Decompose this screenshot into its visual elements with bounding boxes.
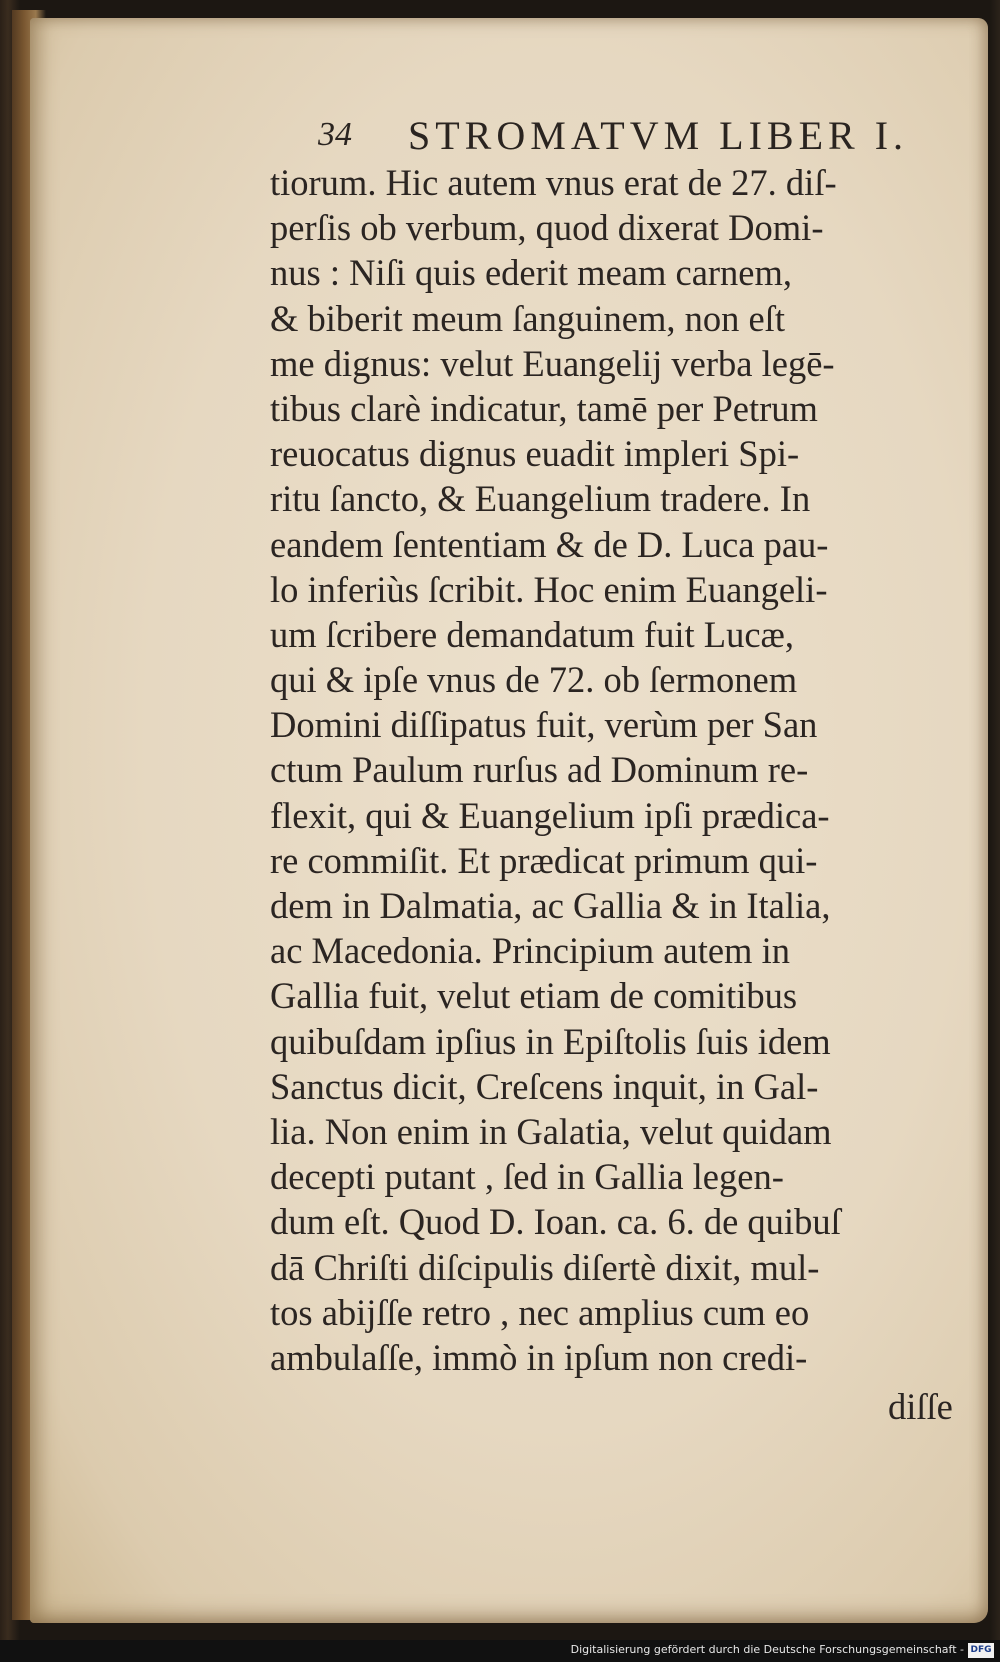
text-line: um ſcribere demandatum fuit Lucæ, bbox=[270, 613, 795, 655]
text-line: decepti putant , ſed in Gallia legen- bbox=[270, 1156, 784, 1198]
text-line: ritu ſancto, & Euangelium tradere. In bbox=[270, 478, 811, 520]
text-line: flexit, qui & Euangelium ipſi prædica- bbox=[270, 794, 830, 836]
text-line: nus : Niſi quis ederit meam carnem, bbox=[270, 252, 793, 294]
text-line: & biberit meum ſanguinem, non eſt bbox=[270, 297, 785, 339]
dfg-logo: DFG bbox=[968, 1643, 994, 1658]
text-line: Sanctus dicit, Creſcens inquit, in Gal- bbox=[270, 1065, 819, 1107]
funding-credit: Digitalisierung gefördert durch die Deutsche Forschungsgemeinschaft - bbox=[570, 1643, 964, 1656]
body-text bbox=[270, 160, 990, 1380]
text-line: qui & ipſe vnus de 72. ob ſermonem bbox=[270, 659, 798, 701]
text-line: ambulaſſe, immò in ipſum non credi- bbox=[270, 1336, 808, 1378]
text-line: me dignus: velut Euangelij verba legē- bbox=[270, 342, 835, 384]
text-line: dum eſt. Quod D. Ioan. ca. 6. de quibuſ bbox=[270, 1201, 841, 1243]
text-line: ac Macedonia. Principium autem in bbox=[270, 930, 790, 972]
text-line: Gallia fuit, velut etiam de comitibus bbox=[270, 975, 798, 1017]
text-line: dem in Dalmatia, ac Gallia & in Italia, bbox=[270, 885, 831, 926]
text-line: lo inferiùs ſcribit. Hoc enim Euangeli- bbox=[270, 568, 828, 610]
text-line: dā Chriſti diſcipulis diſertè dixit, mul- bbox=[270, 1246, 820, 1288]
text-line: tiorum. Hic autem vnus erat de 27. diſ- bbox=[270, 162, 837, 203]
page-header bbox=[318, 112, 958, 162]
text-line: tos abijſſe retro , nec amplius cum eo bbox=[270, 1291, 810, 1333]
text-line: quibuſdam ipſius in Epiſtolis ſuis idem bbox=[270, 1020, 831, 1062]
text-line: ctum Paulum rurſus ad Dominum re- bbox=[270, 749, 809, 791]
text-line: Domini diſſipatus fuit, verùm per San bbox=[270, 704, 818, 746]
text-line: eandem ſententiam & de D. Luca pau- bbox=[270, 523, 829, 565]
text-line: lia. Non enim in Galatia, velut quidam bbox=[270, 1110, 832, 1152]
catchword: diſſe bbox=[888, 1386, 953, 1427]
page-number: 34 bbox=[318, 116, 352, 153]
text-line: tibus clarè indicatur, tamē per Petrum bbox=[270, 387, 818, 429]
text-line: re commiſit. Et prædicat primum qui- bbox=[270, 839, 818, 881]
running-head: STROMATVM LIBER I. bbox=[408, 113, 909, 158]
text-line: reuocatus dignus euadit impleri Spi- bbox=[270, 433, 800, 475]
digitization-footer bbox=[0, 1640, 1000, 1662]
text-line: perſis ob verbum, quod dixerat Domi- bbox=[270, 207, 824, 249]
